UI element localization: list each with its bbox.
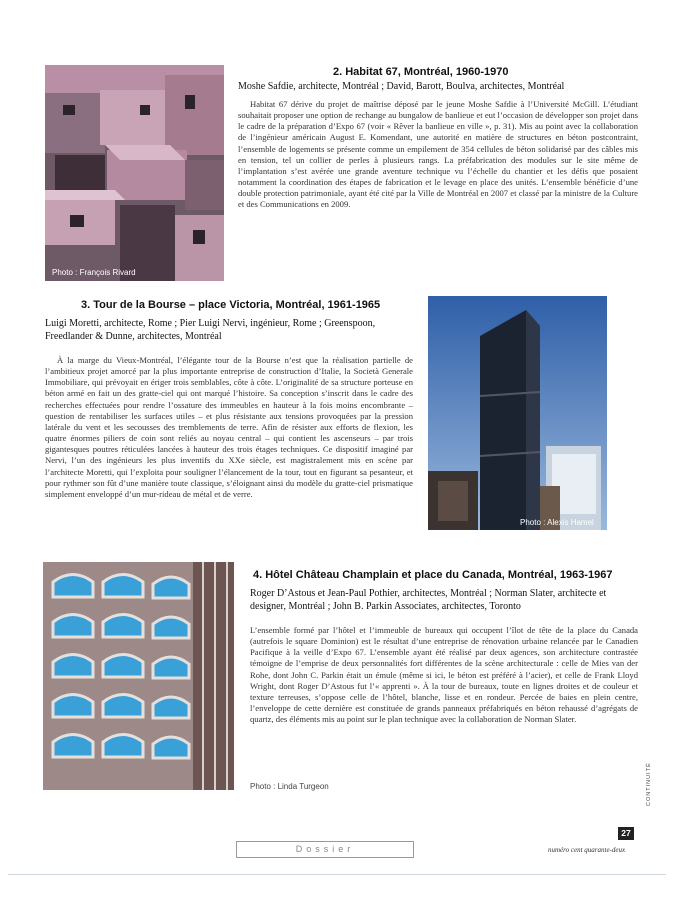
section3-title: 4. Hôtel Château Champlain et place du Canada, Montréal, 1963-1967 bbox=[253, 569, 613, 581]
magazine-name: CONTINUITÉ bbox=[646, 762, 652, 806]
section-label: Dossier bbox=[236, 841, 414, 858]
section2-credits: Luigi Moretti, architecte, Rome ; Pier Luigi Nervi, ingénieur, Rome ; Greenspoon, Freedlander & Dunne, architectes, Montréal bbox=[45, 318, 376, 342]
tour-bourse-photo bbox=[428, 296, 607, 530]
chateau-champlain-image bbox=[43, 562, 234, 790]
bottom-rule bbox=[8, 874, 666, 875]
issue-label: numéro cent quarante-deux bbox=[548, 846, 626, 854]
section3-body-text: L’ensemble formé par l’hôtel et l’immeuble de bureaux qui occupent l’îlot de tête de la place du Canada (autrefois le square Dominion) est le résultat d’une entreprise de rénovation urbaine relancée par le Canadien Pacifique à la veille d’Expo 67. L’ensemble ayant été réalisé par deux agences, son architecture contrastée témoigne de l’emprise de deux personnalités fort différentes de la scène architecturale : celle de Mies van der Rohe, dont John C. Parkin était un émule (même si ici, le béton est préféré à l’acier), et celle de Frank Lloyd Wright, dont Roger D’Astous fut l’« apprenti ». À la tour de bureaux, toute en lignes droites et de couleur et texture terreuses, s’oppose celle de l’hôtel, blanche, lisse et en rondeur. Percée de baies en plein centre, l’enveloppe de cette dernière est constituée de grands panneaux préfabriqués en béton rehaussé d’agrégats de quartz, des éléments mis au point sur le plan technique avec la collaboration de Norman Slater. bbox=[250, 625, 638, 725]
section1-body-text: Habitat 67 dérive du projet de maîtrise déposé par le jeune Moshe Safdie à l’Université McGill. L’étudiant souhaitait proposer une option de rechange au bungalow de banlieue et eut l’occasion de développer son projet dans le cadre de la préparation d’Expo 67 (voir « Rêver la banlieue en ville », p. 31). Mis au point avec la collaboration de l’ingénieur américain August E. Komendant, une autorité en matière de structures en béton postcontraint, l’ensemble de logements se présente comme un empilement de 354 cellules de béton solidarisé par des câbles mis en tension, tel un collier de perles à plusieurs rangs. La préfabrication des modules sur le site même de l’implantation s’est avérée une grande aventure technique vu l’échelle du chantier et les défis que posaient notamment la coordination des étapes de fabrication et le levage en place des unités. L’ensemble bénéficie d’une double protection patrimoniale, ayant été cité par la Ville de Montréal en 2007 et classé par la ministre de la Culture et des Communications en 2009. bbox=[238, 99, 638, 210]
section3-body bbox=[250, 625, 638, 725]
habitat67-photo-credit: Photo : François Rivard bbox=[52, 268, 136, 277]
section2-body-text: À la marge du Vieux-Montréal, l’élégante tour de la Bourse n’est que la réalisation partielle de l’ambitieux projet amorcé par la plus importante entreprise de construction d’Italie, la Società Generale Immobiliare, qui prévoyait en ériger trois semblables, côte à côte. L’originalité de sa structure porteuse en béton armé en fait un des gratte-ciel qui ont marqué l’histoire. Sa conception s’inscrit dans le cadre des recherches effectuées pour rendre l’ossature des immeubles en hauteur à la fois moins encombrante – question de rentabiliser les surfaces utiles – et plus résistante aux tensions provoquées par la pression latérale du vent et les secousses des tremblements de terre. Afin de résister aux efforts de flexion, les quatre énormes piliers de coin sont reliés au noyau central – qui contient les ascenseurs – par trois gigantesques poutres réticulées lancées à hauteur des trois étages techniques. Ce dispositif imaginé par Nervi, l’un des ingénieurs les plus inventifs du XXe siècle, est magistralement mis en scène par l’architecte Moretti, qui l’exploita pour souligner l’élancement de la tour, tout en figurant sa pesanteur, et pour rythmer son fût d’une manière toute classique, s’éloignant ainsi du modèle du gratte-ciel prismatique simplement enveloppé d’un mur-rideau de métal et de verre. bbox=[45, 355, 413, 499]
habitat67-image bbox=[45, 65, 224, 281]
section1-title: 2. Habitat 67, Montréal, 1960-1970 bbox=[333, 66, 509, 78]
section2-title: 3. Tour de la Bourse – place Victoria, Montréal, 1961-1965 bbox=[81, 299, 381, 311]
section1-credits: Moshe Safdie, architecte, Montréal ; David, Barott, Boulva, architectes, Montréal bbox=[238, 81, 565, 92]
section3-credits: Roger D’Astous et Jean-Paul Pothier, architectes, Montréal ; Norman Slater, architecte et designer, Montréal ; John B. Parkin Associates, architectes, Toronto bbox=[250, 588, 607, 612]
tour-bourse-photo-credit: Photo : Alexis Hamel bbox=[520, 518, 594, 527]
chateau-champlain-photo-credit: Photo : Linda Turgeon bbox=[250, 782, 329, 791]
habitat67-photo bbox=[45, 65, 224, 281]
chateau-champlain-photo bbox=[43, 562, 234, 790]
section1-body bbox=[238, 99, 638, 211]
tour-bourse-image bbox=[428, 296, 607, 530]
page-number: 27 bbox=[618, 827, 634, 840]
section2-body bbox=[45, 355, 413, 500]
